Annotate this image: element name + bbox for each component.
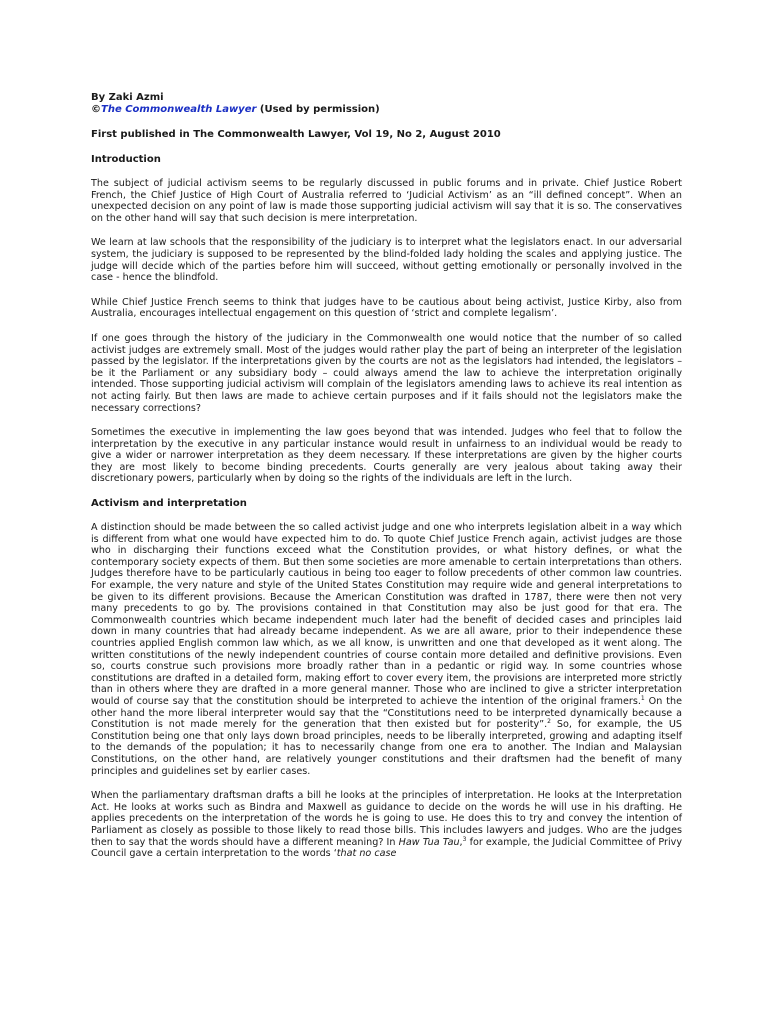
- paragraph: While Chief Justice French seems to think that judges have to be cautious about being activist, Justice Kirby, also from Australia, encourages intellectual engagement on this question of ‘strict and complete legalism’.: [91, 296, 682, 320]
- paragraph-text: So, for example, the US Constitution being one that only lays down broad principles, needs to be liberally interpreted, growing and adapting itself to the demands of the population; it has to necessarily change from one era to another. The Indian and Malaysian Constitutions, on the other hand, are relatively younger constitutions and their draftsmen had the benefit of many principles and guidelines set by earlier cases.: [91, 719, 682, 777]
- paragraph: [91, 790, 682, 860]
- quoted-words: that no case: [336, 848, 397, 860]
- section-heading-activism: Activism and interpretation: [91, 498, 247, 510]
- copyright-symbol: ©: [91, 104, 101, 115]
- permission-note: (Used by permission): [256, 104, 380, 115]
- paragraph-text: When the parliamentary draftsman drafts a bill he looks at the principles of interpretation. He looks at the Interpretation Act. He looks at works such as Bindra and Maxwell as guidance to decide on the words he will use in his drafting. He applies precedents on the interpretation of the words he is going to use. He does this to try and convey the intention of Parliament as closely as possible to those likely to read those bills. This includes lawyers and judges. Who are the judges then to say that the words should have a different meaning? In: [91, 790, 682, 848]
- case-name: Haw Tua Tau: [398, 836, 460, 848]
- paragraph-text: A distinction should be made between the so called activist judge and one who interprets legislation albeit in a way which is different from what one would have expected him to do. To quote Chief Justice French again, activist judges are those who in discharging their functions exceed what the Constitution provides, or what history defines, or what the contemporary society expects of them. But then some societies are more amenable to certain interpretations than others. Judges therefore have to be particularly cautious in being too eager to follow precedents of other common law countries. For example, the very nature and style of the United States Constitution may require wide and general interpretations to be given to its different provisions. Because the American Constitution was drafted in 1787, there were then not very many precedents to go by. The provisions contained in that Constitution may also be just good for that era. The Commonwealth countries which became independent much later had the benefit of decided cases and principles laid down in many countries that had already became independent. As we are all aware, prior to their independence these countries applied English common law which, as we all know, is unwritten and one that developed as it went along. The written constitutions of the newly independent countries of course contain more detailed and definitive provisions. Even so, courts construe such provisions more broadly rather than in a pedantic or rigid way. In some countries whose constitutions are drafted in a detailed form, making effort to cover every item, the provisions are interpreted more strictly than in others where they are drafted in a more general manner. Those who are inclined to give a stricter interpretation would of course say that the constitution should be interpreted to achieve the intention of the original framers.: [91, 522, 682, 707]
- source-line: [91, 104, 682, 116]
- publication-info: First published in The Commonwealth Lawyer, Vol 19, No 2, August 2010: [91, 129, 501, 140]
- paragraph: We learn at law schools that the responsibility of the judiciary is to interpret what the legislators enact. In our adversarial system, the judiciary is supposed to be represented by the blind-folded lady holding the scales and applying justice. The judge will decide which of the parties before him will succeed, without getting emotionally or personally involved in the case - hence the blindfold.: [91, 237, 682, 284]
- section-heading-introduction: Introduction: [91, 154, 161, 165]
- paragraph-text: ,: [459, 836, 463, 848]
- footnote-ref-2[interactable]: 2: [547, 717, 551, 725]
- paragraph-text: On the other hand the more liberal interpreter would say that the “Constitutions need to be interpreted dynamically because a Constitution is not made merely for the generation that then existed but for posterity”.: [91, 695, 682, 731]
- author-line: By Zaki Azmi: [91, 92, 164, 103]
- footnote-ref-3[interactable]: 3: [462, 835, 467, 843]
- paragraph: Sometimes the executive in implementing the law goes beyond that was intended. Judges who feel that to follow the interpretation by the executive in any particular instance would result in unfairness to an individual would be ready to give a wider or narrower interpretation as they deem necessary. If these interpretations are given by the higher courts they are most likely to become binding precedents. Courts generally are very jealous about taking away their discretionary powers, particularly when by doing so the rights of the individuals are left in the lurch.: [91, 427, 682, 485]
- footnote-ref-1[interactable]: 1: [640, 694, 645, 702]
- paragraph: The subject of judicial activism seems to be regularly discussed in public forums and in private. Chief Justice Robert French, the Chief Justice of High Court of Australia referred to ‘Judicial Activism’ as an “ill defined concept”. When an unexpected decision on any point of law is made those supporting judicial activism will say that it is so. The conservatives on the other hand will say that such decision is mere interpretation.: [91, 178, 682, 224]
- paragraph: If one goes through the history of the judiciary in the Commonwealth one would notice that the number of so called activist judges are extremely small. Most of the judges would rather play the part of being an interpreter of the legislation passed by the legislator. If the interpretations given by the courts are not as the legislators had intended, the legislators – be it the Parliament or any subsidiary body – could always amend the law to achieve the interpretation originally intended. Those supporting judicial activism will complain of the legislators amending laws to achieve its real intention as not acting fairly. But then laws are made to achieve certain purposes and if it fails should not the legislators make the necessary corrections?: [91, 332, 682, 414]
- magazine-name: The Commonwealth Lawyer: [101, 104, 257, 115]
- paragraph-text: for example, the Judicial Committee of Privy Council gave a certain interpretation to the words ‘: [91, 836, 683, 860]
- paragraph: [91, 522, 682, 777]
